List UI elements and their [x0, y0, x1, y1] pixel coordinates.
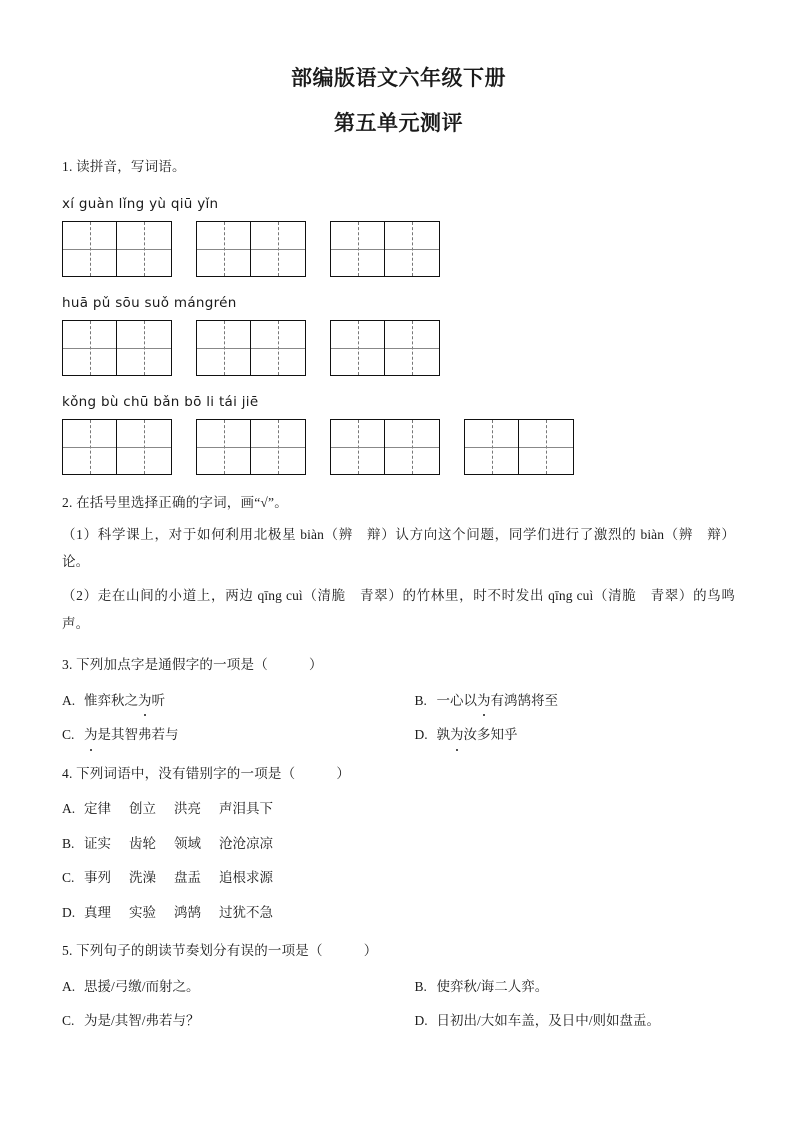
question-2-stem: 2. 在括号里选择正确的字词，画“√”。	[62, 495, 288, 511]
word-item: 过犹不急	[219, 904, 273, 920]
question-3-options-row-2	[62, 724, 735, 746]
tianzige-cell[interactable]	[63, 222, 117, 276]
emphasis-dot-char: 为	[84, 724, 98, 746]
option-text-post: 听	[151, 692, 165, 708]
word-item: 定律	[84, 801, 111, 817]
option-label: B.	[414, 692, 427, 708]
word-item: 鸿鹄	[174, 904, 201, 920]
word-item: 盘盂	[174, 870, 201, 886]
pinyin-line-1: xí guàn lǐng yù qiū yǐn	[62, 196, 219, 213]
tianzige-group[interactable]	[330, 320, 440, 376]
word-item: 领域	[174, 835, 201, 851]
question-3	[62, 654, 735, 745]
option-label: D.	[414, 727, 428, 743]
tianzige-group[interactable]	[330, 419, 440, 475]
tianzige-cell[interactable]	[117, 420, 171, 474]
tianzige-cell[interactable]	[385, 420, 439, 474]
tianzige-cell[interactable]	[331, 420, 385, 474]
word-item: 沧沧凉凉	[219, 835, 273, 851]
question-2-item-1: （1）科学课上，对于如何利用北极星 biàn（辨 辩）认方向这个问题，同学们进行了激烈的 biàn（辨 辩）论。	[62, 526, 735, 570]
option-text-pre: 孰	[436, 727, 450, 743]
question-5	[62, 940, 735, 1031]
page-title: 部编版语文六年级下册	[291, 65, 506, 90]
tianzige-cell[interactable]	[251, 420, 305, 474]
option-label: D.	[62, 904, 76, 920]
option-text-pre: 一心以	[436, 692, 477, 708]
word-item: 真理	[84, 904, 111, 920]
option-B[interactable]	[62, 833, 735, 855]
tianzige-group[interactable]	[330, 221, 440, 277]
option-label: D.	[414, 1013, 428, 1029]
tianzige-group[interactable]	[196, 419, 306, 475]
tianzige-cell[interactable]	[385, 321, 439, 375]
option-C[interactable]	[62, 724, 399, 746]
option-label: C.	[62, 1013, 75, 1029]
option-label: C.	[62, 870, 75, 886]
tianzige-cell[interactable]	[331, 222, 385, 276]
emphasis-dot-char: 为	[477, 690, 491, 712]
page-subtitle: 第五单元测评	[334, 109, 463, 135]
tianzige-cell[interactable]	[117, 321, 171, 375]
option-text-post: 有鸿鹄将至	[490, 692, 558, 708]
tianzige-cell[interactable]	[465, 420, 519, 474]
option-label: B.	[414, 978, 427, 994]
answer-grid-row-1	[62, 221, 735, 277]
tianzige-cell[interactable]	[331, 321, 385, 375]
tianzige-cell[interactable]	[63, 420, 117, 474]
word-item: 创立	[129, 801, 156, 817]
option-label: A.	[62, 801, 76, 817]
option-A[interactable]	[62, 798, 735, 820]
emphasis-dot-char: 为	[450, 724, 464, 746]
option-B[interactable]	[399, 976, 736, 998]
tianzige-group[interactable]	[62, 221, 172, 277]
question-1-stem: 1. 读拼音，写词语。	[62, 159, 186, 175]
word-item: 事列	[84, 870, 111, 886]
answer-grid-row-2	[62, 320, 735, 376]
tianzige-group[interactable]	[62, 419, 172, 475]
tianzige-cell[interactable]	[117, 222, 171, 276]
tianzige-group[interactable]	[464, 419, 574, 475]
tianzige-cell[interactable]	[251, 222, 305, 276]
tianzige-cell[interactable]	[197, 222, 251, 276]
emphasis-dot-char: 为	[138, 690, 152, 712]
question-3-stem: 3. 下列加点字是通假字的一项是（ ）	[62, 657, 323, 673]
word-item: 证实	[84, 835, 111, 851]
option-label: C.	[62, 727, 75, 743]
question-3-options-row-1	[62, 690, 735, 712]
option-label: A.	[62, 692, 76, 708]
option-text: 思援/弓缴/而射之。	[84, 978, 200, 994]
word-item: 声泪具下	[219, 801, 273, 817]
option-label: A.	[62, 978, 76, 994]
option-D[interactable]	[62, 902, 735, 924]
word-item: 实验	[129, 904, 156, 920]
option-C[interactable]	[62, 867, 735, 889]
option-text-post: 是其智弗若与	[97, 727, 179, 743]
answer-grid-row-3	[62, 419, 735, 475]
option-D[interactable]	[399, 1010, 736, 1032]
question-4-stem: 4. 下列词语中，没有错别字的一项是（ ）	[62, 765, 351, 781]
title-block	[62, 0, 735, 139]
question-5-stem: 5. 下列句子的朗读节奏划分有误的一项是（ ）	[62, 943, 378, 959]
pinyin-line-2: huā pǔ sōu suǒ mángrén	[62, 295, 237, 312]
tianzige-cell[interactable]	[251, 321, 305, 375]
tianzige-group[interactable]	[196, 221, 306, 277]
word-item: 洗澡	[129, 870, 156, 886]
tianzige-cell[interactable]	[385, 222, 439, 276]
option-D[interactable]	[399, 724, 736, 746]
question-5-options-row-2	[62, 1010, 735, 1032]
option-A[interactable]	[62, 976, 399, 998]
option-B[interactable]	[399, 690, 736, 712]
tianzige-cell[interactable]	[63, 321, 117, 375]
question-2-item-2: （2）走在山间的小道上，两边 qīng cuì（清脆 青翠）的竹林里，时不时发出 qīng cuì（清脆 青翠）的鸟鸣声。	[62, 587, 735, 631]
option-text-post: 汝多知乎	[463, 727, 518, 743]
question-5-options-row-1	[62, 976, 735, 998]
word-item: 齿轮	[129, 835, 156, 851]
question-4	[62, 763, 735, 924]
question-1	[62, 156, 735, 475]
option-text: 日初出/大如车盖，及日中/则如盘盂。	[436, 1013, 661, 1029]
pinyin-line-3: kǒng bù chū bǎn bō li tái jiē	[62, 394, 259, 411]
word-item: 追根求源	[219, 870, 273, 886]
option-text: 使弈秋/诲二人弈。	[436, 978, 549, 994]
tianzige-group[interactable]	[62, 320, 172, 376]
option-label: B.	[62, 835, 75, 851]
question-2	[62, 492, 735, 637]
tianzige-cell[interactable]	[519, 420, 573, 474]
option-C[interactable]	[62, 1010, 399, 1032]
option-text: 为是/其智/弗若与？	[84, 1013, 200, 1029]
option-text-pre: 惟弈秋之	[84, 692, 138, 708]
option-A[interactable]	[62, 690, 399, 712]
tianzige-cell[interactable]	[197, 420, 251, 474]
tianzige-group[interactable]	[196, 320, 306, 376]
word-item: 洪亮	[174, 801, 201, 817]
tianzige-cell[interactable]	[197, 321, 251, 375]
